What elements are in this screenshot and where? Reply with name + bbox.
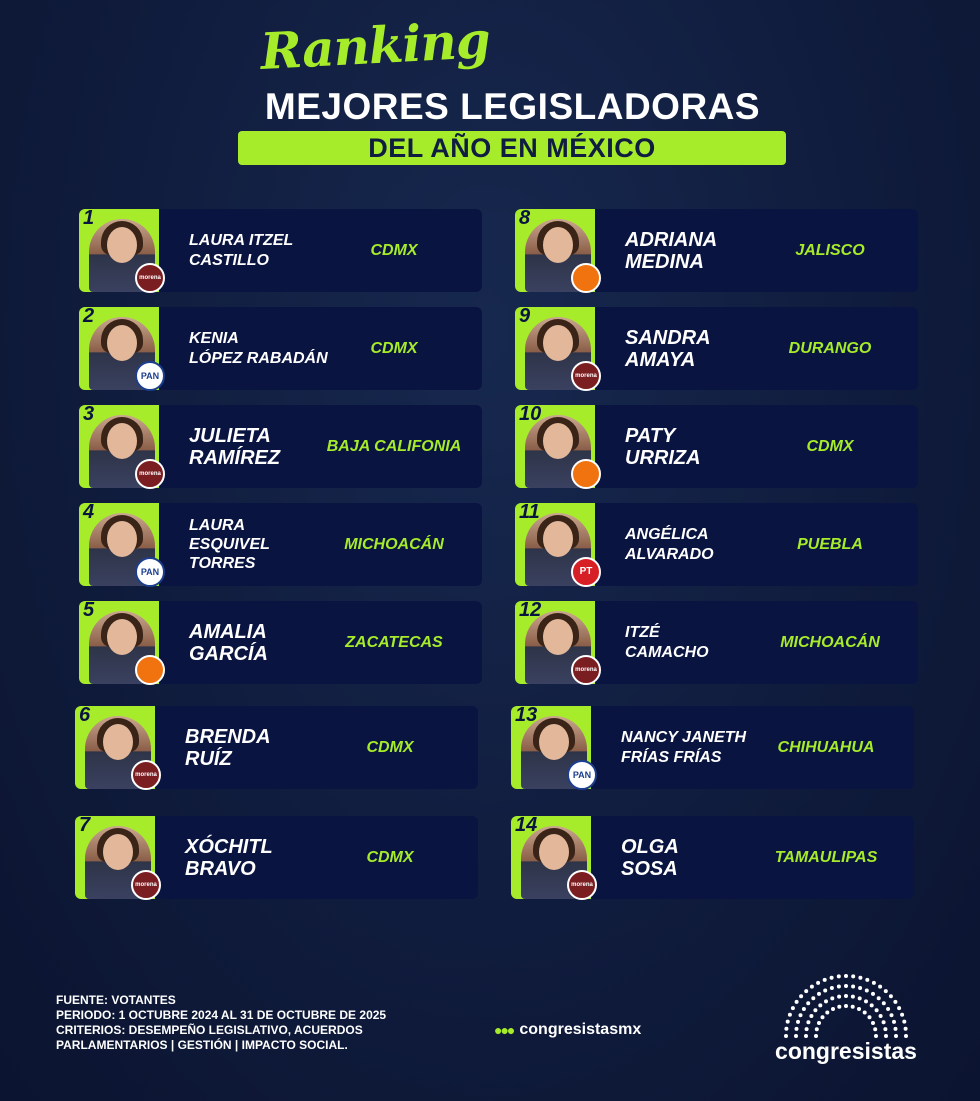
logo-dot xyxy=(889,994,893,998)
logo-dot xyxy=(904,1027,908,1031)
logo-dot xyxy=(882,1020,886,1024)
source-line: FUENTE: VOTANTES xyxy=(56,993,176,1007)
legislator-state: PUEBLA xyxy=(797,535,863,553)
legislator-name: LAURA ESQUIVEL TORRES xyxy=(189,516,270,573)
logo-dot xyxy=(817,1021,821,1025)
logo-dot xyxy=(799,1013,803,1017)
legislator-name: PATY URRIZA xyxy=(625,424,701,469)
logo-dot xyxy=(857,1007,861,1011)
logo-dot xyxy=(858,996,862,1000)
logo-dot xyxy=(844,974,848,978)
legislator-state: TAMAULIPAS xyxy=(774,848,878,866)
logo-dot xyxy=(897,1006,901,1010)
logo-dot xyxy=(810,985,814,989)
criteria-line-2: PARLAMENTARIOS | GESTIÓN | IMPACTO SOCIAL. xyxy=(56,1038,348,1052)
arc-dots-icon xyxy=(764,970,928,1040)
face-shape xyxy=(543,521,573,557)
party-logo-icon: morena xyxy=(567,870,597,900)
rank-number: 10 xyxy=(519,403,542,425)
party-logo-icon xyxy=(571,459,601,489)
logo-dot xyxy=(806,1020,810,1024)
logo-dot xyxy=(900,1013,904,1017)
logo-dot xyxy=(844,984,848,988)
legislator-state: CDMX xyxy=(370,241,418,259)
legislator-name: ITZÉ CAMACHO xyxy=(625,624,709,661)
logo-dot xyxy=(837,985,841,989)
legislator-name: AMALIA GARCÍA xyxy=(189,620,268,665)
logo-dot xyxy=(813,1008,817,1012)
logo-dot xyxy=(892,1020,896,1024)
period-line: PERIODO: 1 OCTUBRE 2024 AL 31 DE OCTUBRE DE 2025 xyxy=(56,1008,387,1022)
legislator-card-14 xyxy=(511,816,914,899)
logo-dot xyxy=(851,974,855,978)
logo-dot xyxy=(816,981,820,985)
logo-dot xyxy=(865,978,869,982)
legislator-state: ZACATECAS xyxy=(345,633,443,651)
rank-number: 9 xyxy=(519,305,531,327)
ranking-script-title: Ranking xyxy=(258,10,492,82)
rank-number: 5 xyxy=(83,599,95,621)
party-logo-icon: morena xyxy=(131,760,161,790)
legislator-card-12 xyxy=(515,601,918,684)
logo-dot xyxy=(806,1001,810,1005)
legislator-state: JALISCO xyxy=(795,241,865,259)
rank-number: 12 xyxy=(519,599,542,621)
party-logo-icon: PT xyxy=(571,557,601,587)
logo-dot xyxy=(902,1020,906,1024)
logo-dot xyxy=(824,999,828,1003)
logo-dot xyxy=(882,1001,886,1005)
party-logo-icon: morena xyxy=(135,263,165,293)
legislator-state: MICHOACÁN xyxy=(344,535,444,553)
face-shape xyxy=(107,619,137,655)
party-logo-icon: morena xyxy=(571,361,601,391)
rank-number: 3 xyxy=(83,403,95,425)
logo-dot xyxy=(865,989,869,993)
legislator-name: OLGA SOSA xyxy=(621,835,679,880)
logo-dot xyxy=(817,992,821,996)
logo-dot xyxy=(825,1011,829,1015)
logo-dot xyxy=(858,986,862,990)
logo-dot xyxy=(784,1027,788,1031)
rank-number: 2 xyxy=(83,305,95,327)
logo-dot xyxy=(802,1007,806,1011)
logo-dot xyxy=(851,1005,855,1009)
page-title: MEJORES LEGISLADORAS xyxy=(264,86,761,127)
logo-dot xyxy=(879,1014,883,1018)
criteria-line: CRITERIOS: DESEMPEÑO LEGISLATIVO, ACUERDOS xyxy=(56,1023,363,1037)
party-logo-icon: morena xyxy=(135,459,165,489)
party-logo-icon: PAN xyxy=(135,361,165,391)
logo-dot xyxy=(823,978,827,982)
logo-dot xyxy=(870,1003,874,1007)
logo-dot xyxy=(893,1000,897,1004)
rank-number: 4 xyxy=(83,501,95,523)
rank-number: 8 xyxy=(519,207,531,229)
party-logo-icon: PAN xyxy=(567,760,597,790)
logo-dot xyxy=(873,1027,877,1031)
logo-dot xyxy=(890,1013,894,1017)
logo-dot xyxy=(894,1027,898,1031)
legislator-state: CDMX xyxy=(806,437,854,455)
legislator-state: BAJA CALIFONIA xyxy=(326,437,462,455)
rank-number: 1 xyxy=(83,207,95,229)
logo-dot xyxy=(818,1003,822,1007)
face-shape xyxy=(107,325,137,361)
legislator-card-1 xyxy=(79,209,482,292)
rank-number: 7 xyxy=(79,814,91,836)
party-logo-icon xyxy=(135,655,165,685)
legislator-name: NANCY JANETH FRÍAS FRÍAS xyxy=(621,729,747,766)
logo-dot xyxy=(796,1020,800,1024)
handle-text: congresistasmx xyxy=(519,1021,642,1038)
logo-dot xyxy=(821,1015,825,1019)
logo-dot xyxy=(875,1008,879,1012)
face-shape xyxy=(103,834,133,870)
logo-dot xyxy=(823,989,827,993)
legislator-name: ANGÉLICA ALVARADO xyxy=(625,526,714,563)
logo-dot xyxy=(844,994,848,998)
legislator-card-4 xyxy=(79,503,482,586)
logo-dot xyxy=(871,1021,875,1025)
legislator-card-5 xyxy=(79,601,482,684)
logo-dot xyxy=(863,1011,867,1015)
logo-dot xyxy=(791,1006,795,1010)
logo-dot xyxy=(851,995,855,999)
rank-number: 13 xyxy=(515,704,538,726)
logo-dot xyxy=(799,994,803,998)
legislator-state: CHIHUAHUA xyxy=(777,738,875,756)
legislator-state: DURANGO xyxy=(788,339,872,357)
face-shape xyxy=(107,227,137,263)
logo-dot xyxy=(830,986,834,990)
rank-number: 14 xyxy=(515,814,538,836)
legislator-name: XÓCHITL BRAVO xyxy=(185,835,273,880)
logo-text: congresistas xyxy=(775,1038,917,1064)
legislator-state: MICHOACÁN xyxy=(780,633,880,651)
source-notes xyxy=(56,993,386,1053)
congresistas-logo xyxy=(764,970,928,1070)
logo-dot xyxy=(858,976,862,980)
face-shape xyxy=(543,619,573,655)
logo-dot xyxy=(868,1015,872,1019)
legislator-card-7 xyxy=(75,816,478,899)
logo-dot xyxy=(871,992,875,996)
legislator-name: SANDRA AMAYA xyxy=(625,326,711,371)
legislator-card-6 xyxy=(75,706,478,789)
legislator-card-13 xyxy=(511,706,914,789)
rank-number: 6 xyxy=(79,704,91,726)
logo-dot xyxy=(805,1027,809,1031)
logo-dot xyxy=(844,1004,848,1008)
legislator-name: LAURA ITZEL CASTILLO xyxy=(189,232,294,269)
face-shape xyxy=(107,423,137,459)
face-shape xyxy=(103,724,133,760)
social-handle xyxy=(494,1021,641,1039)
logo-dot xyxy=(864,999,868,1003)
face-shape xyxy=(539,834,569,870)
legislator-state: CDMX xyxy=(370,339,418,357)
face-shape xyxy=(539,724,569,760)
logo-dot xyxy=(884,989,888,993)
legislator-card-3 xyxy=(79,405,482,488)
face-shape xyxy=(543,325,573,361)
legislator-card-8 xyxy=(515,209,918,292)
logo-dot xyxy=(809,1014,813,1018)
legislator-name: ADRIANA MEDINA xyxy=(625,228,718,273)
face-shape xyxy=(543,227,573,263)
logo-dot xyxy=(851,985,855,989)
logo-dot xyxy=(831,1007,835,1011)
social-dots-icon: ●●● xyxy=(494,1022,514,1038)
logo-dot xyxy=(811,996,815,1000)
party-logo-icon: PAN xyxy=(135,557,165,587)
face-shape xyxy=(107,521,137,557)
legislator-name: JULIETA RAMÍREZ xyxy=(189,424,281,469)
logo-dot xyxy=(804,989,808,993)
legislator-card-11 xyxy=(515,503,918,586)
logo-dot xyxy=(837,995,841,999)
party-logo-icon: morena xyxy=(571,655,601,685)
logo-dot xyxy=(788,1013,792,1017)
legislator-name: KENIA LÓPEZ RABADÁN xyxy=(189,330,328,367)
logo-dot xyxy=(786,1020,790,1024)
logo-dot xyxy=(872,981,876,985)
logo-dot xyxy=(878,985,882,989)
legislator-name: BRENDA RUÍZ xyxy=(185,725,271,770)
legislator-card-9 xyxy=(515,307,918,390)
legislator-state: CDMX xyxy=(366,848,414,866)
party-logo-icon xyxy=(571,263,601,293)
party-logo-icon: morena xyxy=(131,870,161,900)
logo-dot xyxy=(795,1027,799,1031)
rank-number: 11 xyxy=(519,501,540,523)
legislator-state: CDMX xyxy=(366,738,414,756)
logo-dot xyxy=(830,976,834,980)
logo-dot xyxy=(877,996,881,1000)
page-subtitle: DEL AÑO EN MÉXICO xyxy=(238,131,786,165)
logo-dot xyxy=(815,1027,819,1031)
logo-dot xyxy=(795,1000,799,1004)
logo-dot xyxy=(883,1027,887,1031)
logo-dot xyxy=(837,1005,841,1009)
logo-dot xyxy=(886,1007,890,1011)
legislator-card-2 xyxy=(79,307,482,390)
logo-dot xyxy=(830,996,834,1000)
face-shape xyxy=(543,423,573,459)
logo-dot xyxy=(837,974,841,978)
legislator-card-10 xyxy=(515,405,918,488)
